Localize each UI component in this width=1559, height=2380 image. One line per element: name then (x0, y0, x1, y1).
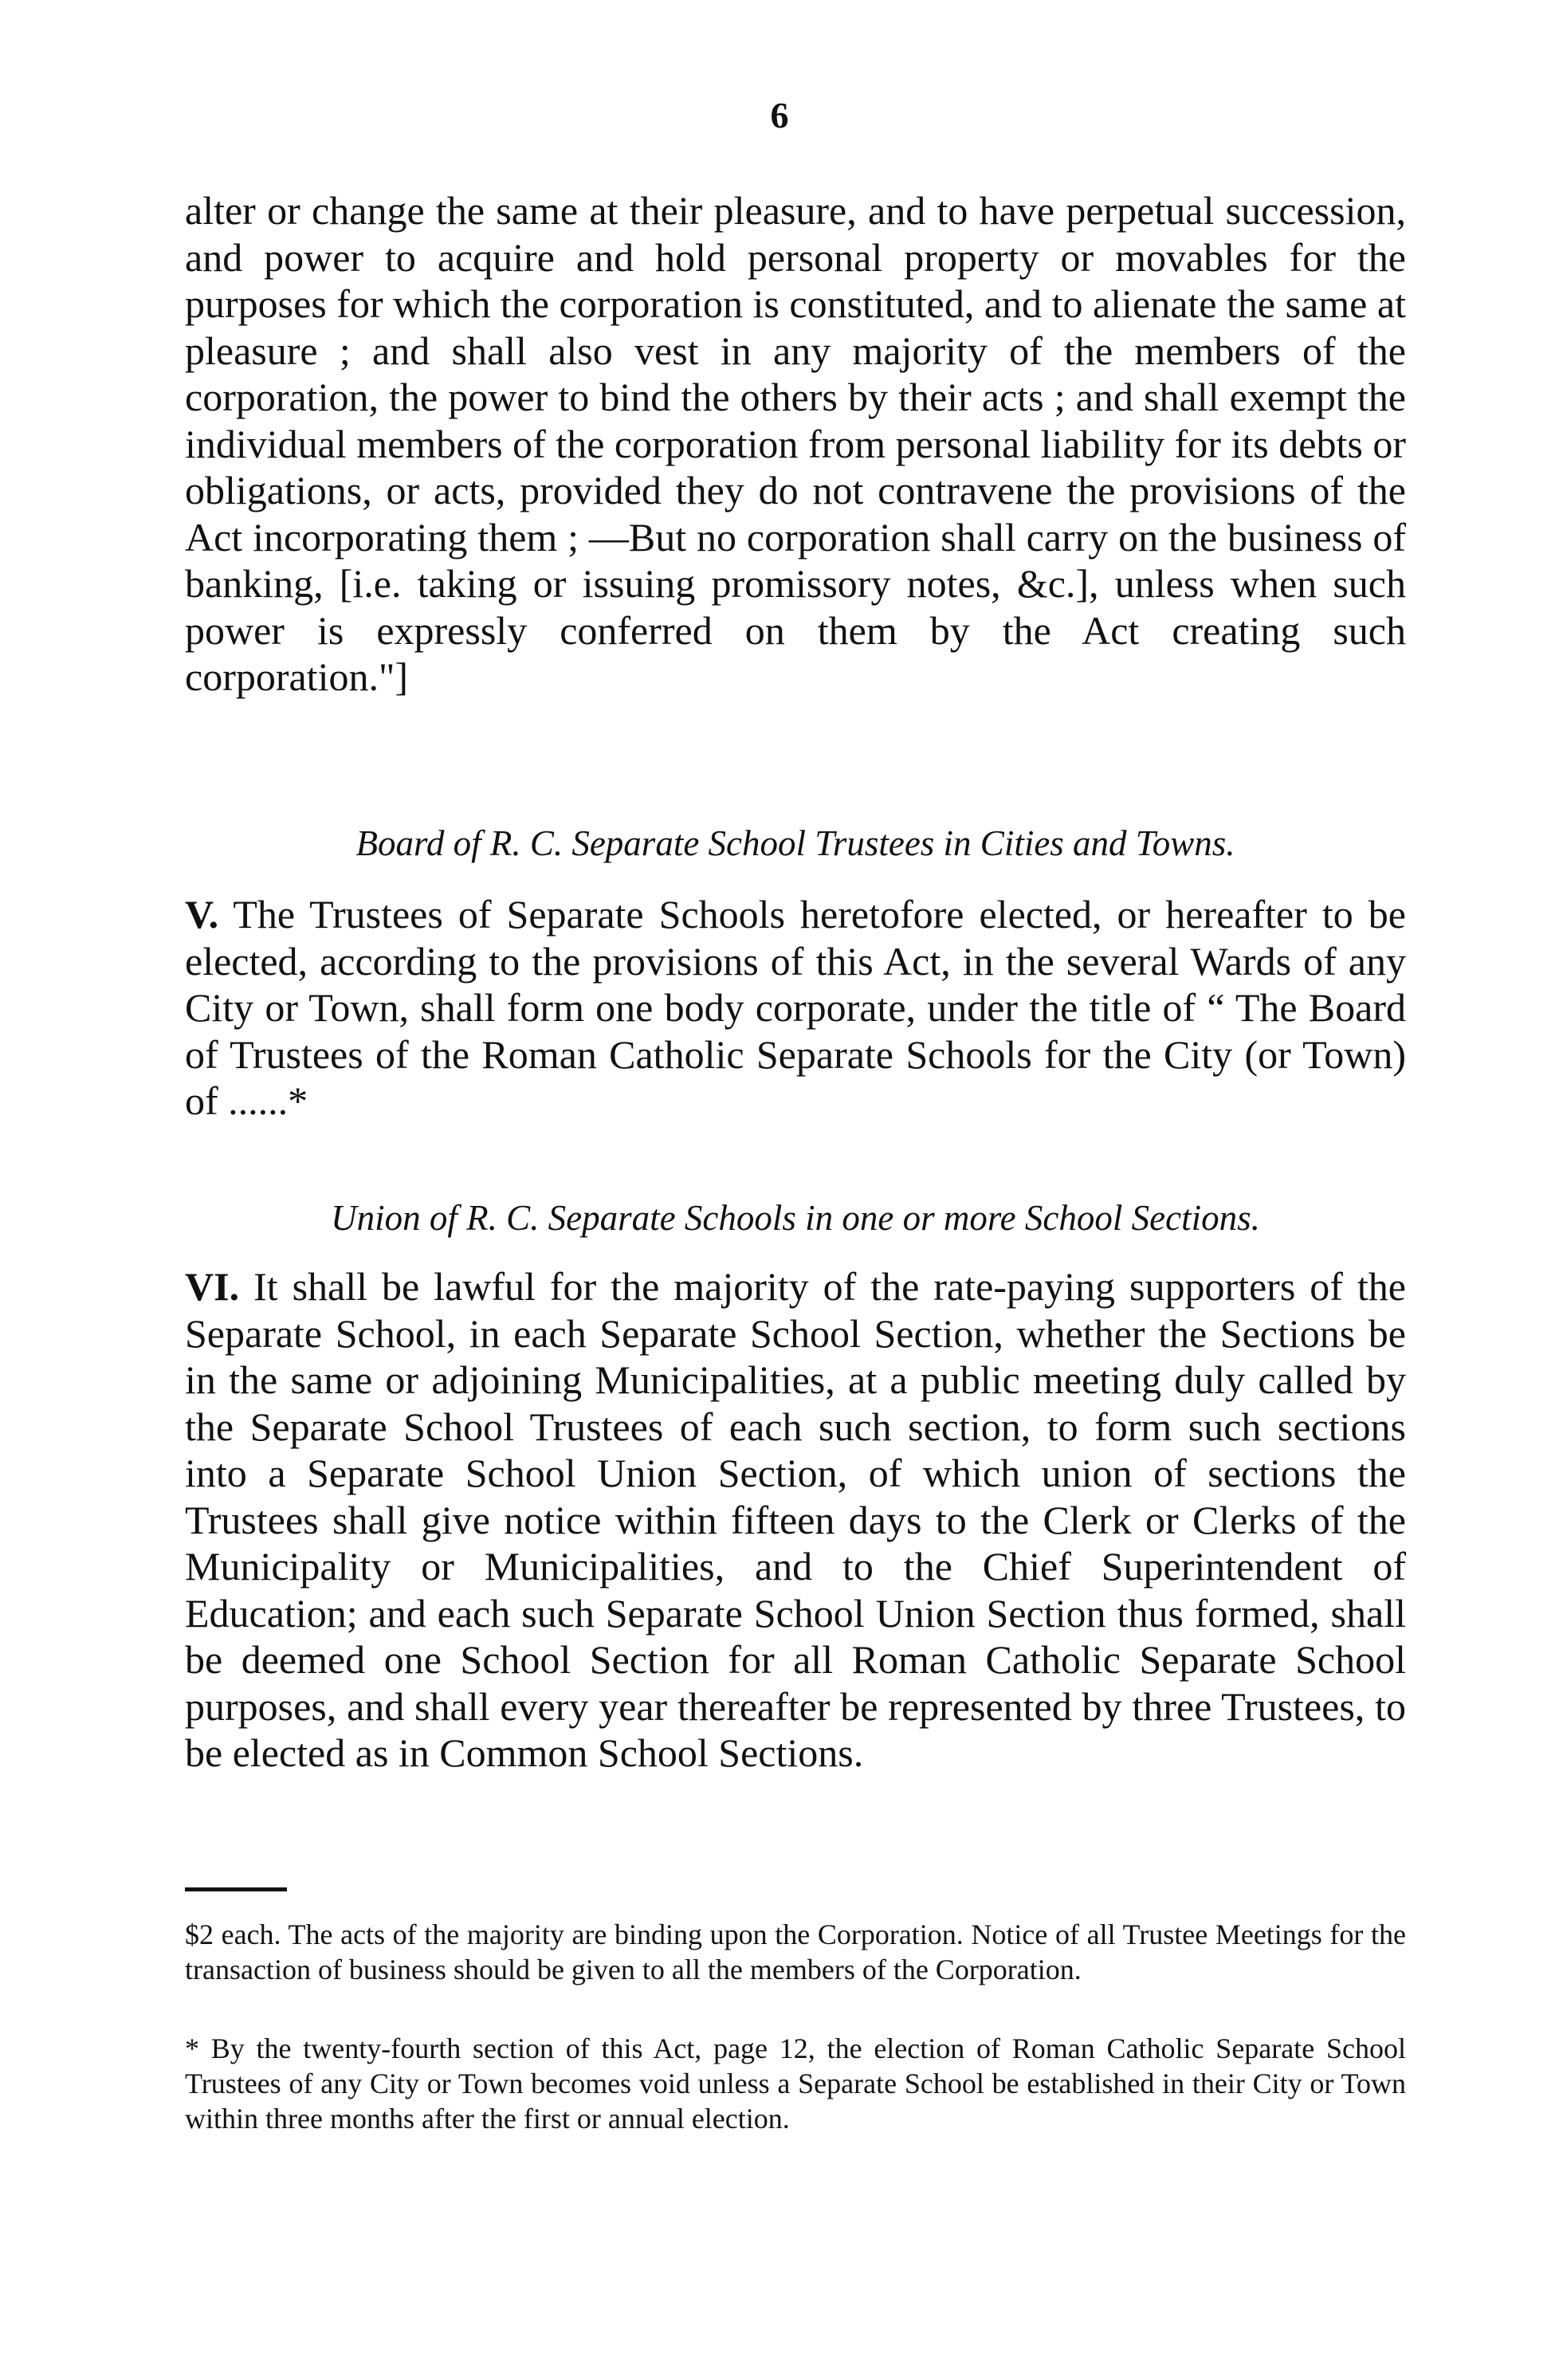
section-vi-paragraph (185, 1263, 1406, 1777)
section-vi-text: It shall be lawful for the majority of the rate-paying supporters of the Separate School, in each Separate School Section, whether the Sections be in the same or adjoining Municipalities, at a public meeting duly called by the Separate School Trustees of each such section, to form such sections into a Separate School Union Section, of which union of sections the Trustees shall give notice within fifteen days to the Clerk or Clerks of the Municipality or Municipalities, and to the Chief Superintendent of Education; and each such Separate School Union Section thus formed, shall be deemed one School Section for all Roman Catholic Separate School purposes, and shall every year thereafter be represented by three Trustees, to be elected as in Common School Sections. (185, 1264, 1406, 1775)
page-number: 6 (770, 95, 789, 135)
section-vi-number: VI. (185, 1264, 240, 1309)
section-v-text: The Trustees of Separate Schools heretofore elected, or hereafter to be elected, according to the provisions of this Act, in the several Wards of any City or Town, shall form one body corporate, under the title of “ The Board of Trustees of the Roman Catholic Separate Schools for the City (or Town) of ......* (185, 892, 1406, 1123)
section-v-paragraph (185, 891, 1406, 1125)
section-vi-heading: Union of R. C. Separate Schools in one or more School Sections. (331, 1198, 1260, 1238)
body-continuation-paragraph: alter or change the same at their pleasure, and to have perpetual succession, and power to acquire and hold personal property or movables for the purposes for which the corporation is constituted, and to alienate the same at pleasure ; and shall also vest in any majority of the members of the corporation, the power to bind the others by their acts ; and shall exempt the individual members of the corporation from personal liability for its debts or obligations, or acts, provided they do not contravene the provisions of the Act incorporating them ; —But no corporation shall carry on the business of banking, [i.e. taking or issuing promissory notes, &c.], unless when such power is expressly conferred on them by the Act creating such corporation."] (185, 188, 1406, 699)
footnote-divider (185, 1887, 287, 1891)
section-v-heading: Board of R. C. Separate School Trustees in Cities and Towns. (355, 823, 1235, 863)
footnote-1: $2 each. The acts of the majority are binding upon the Corporation. Notice of all Trustee Meetings for the transaction of business should be given to all the members of the Corporation. (185, 1919, 1406, 1985)
footnote-2: * By the twenty-fourth section of this Act, page 12, the election of Roman Catholic Separate School Trustees of any City or Town becomes void unless a Separate School be established in their City or Town within three months after the first or annual election. (185, 2032, 1406, 2135)
section-v-number: V. (185, 892, 219, 937)
